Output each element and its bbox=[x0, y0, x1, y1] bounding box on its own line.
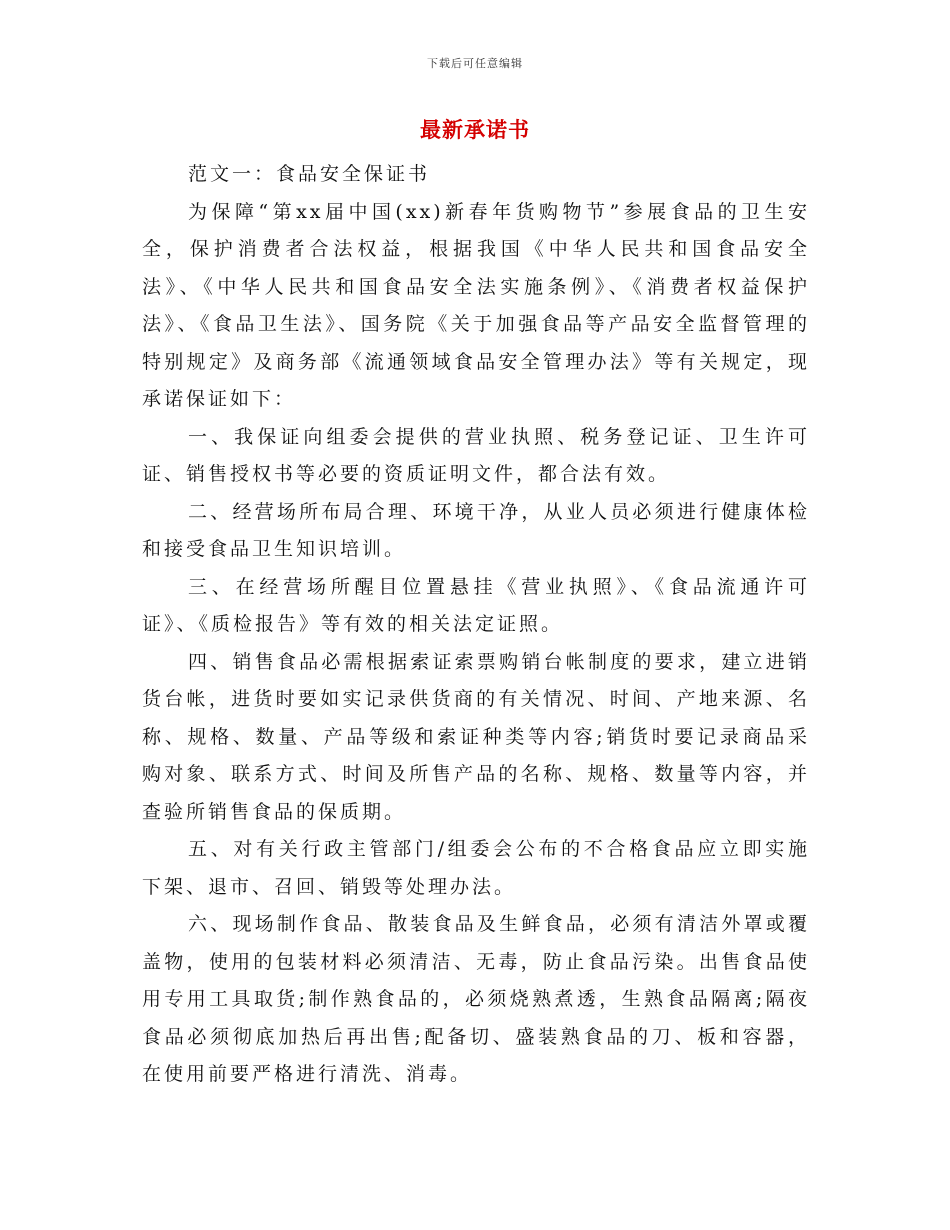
section-heading: 范文一：食品安全保证书 bbox=[188, 163, 431, 185]
commitment-item-4: 四、销售食品必需根据索证索票购销台帐制度的要求，建立进销货台帐，进货时要如实记录供货商的有关情况、时间、产地来源、名称、规格、数量、产品等级和索证种类等内容;销货时要记录商品采购对象、联系方式、时间及所售产品的名称、规格、数量等内容，并查验所销售食品的保质期。 bbox=[142, 650, 810, 823]
document-body bbox=[142, 156, 810, 1094]
commitment-item-5: 五、对有关行政主管部门/组委会公布的不合格食品应立即实施下架、退市、召回、销毁等处理办法。 bbox=[142, 838, 810, 898]
commitment-item-1: 一、我保证向组委会提供的营业执照、税务登记证、卫生许可证、销售授权书等必要的资质证明文件，都合法有效。 bbox=[142, 425, 810, 485]
commitment-item-6: 六、现场制作食品、散装食品及生鲜食品，必须有清洁外罩或覆盖物，使用的包装材料必须清洁、无毒，防止食品污染。出售食品使用专用工具取货;制作熟食品的，必须烧熟煮透，生熟食品隔离;隔夜食品必须彻底加热后再出售;配备切、盛装熟食品的刀、板和容器，在使用前要严格进行清洗、消毒。 bbox=[142, 913, 810, 1085]
commitment-item-2: 二、经营场所布局合理、环境干净，从业人员必须进行健康体检和接受食品卫生知识培训。 bbox=[142, 500, 810, 560]
commitment-item-3: 三、在经营场所醒目位置悬挂《营业执照》、《食品流通许可证》、《质检报告》等有效的相关法定证照。 bbox=[142, 575, 810, 635]
header-note: 下载后可任意编辑 bbox=[427, 57, 523, 70]
intro-paragraph: 为保障“第xx届中国(xx)新春年货购物节”参展食品的卫生安全，保护消费者合法权益，根据我国《中华人民共和国食品安全法》、《中华人民共和国食品安全法实施条例》、《消费者权益保护法》、《食品卫生法》、国务院《关于加强食品等产品安全监督管理的特别规定》及商务部《流通领域食品安全管理办法》等有关规定，现承诺保证如下： bbox=[142, 200, 810, 410]
document-title: 最新承诺书 bbox=[420, 117, 530, 142]
